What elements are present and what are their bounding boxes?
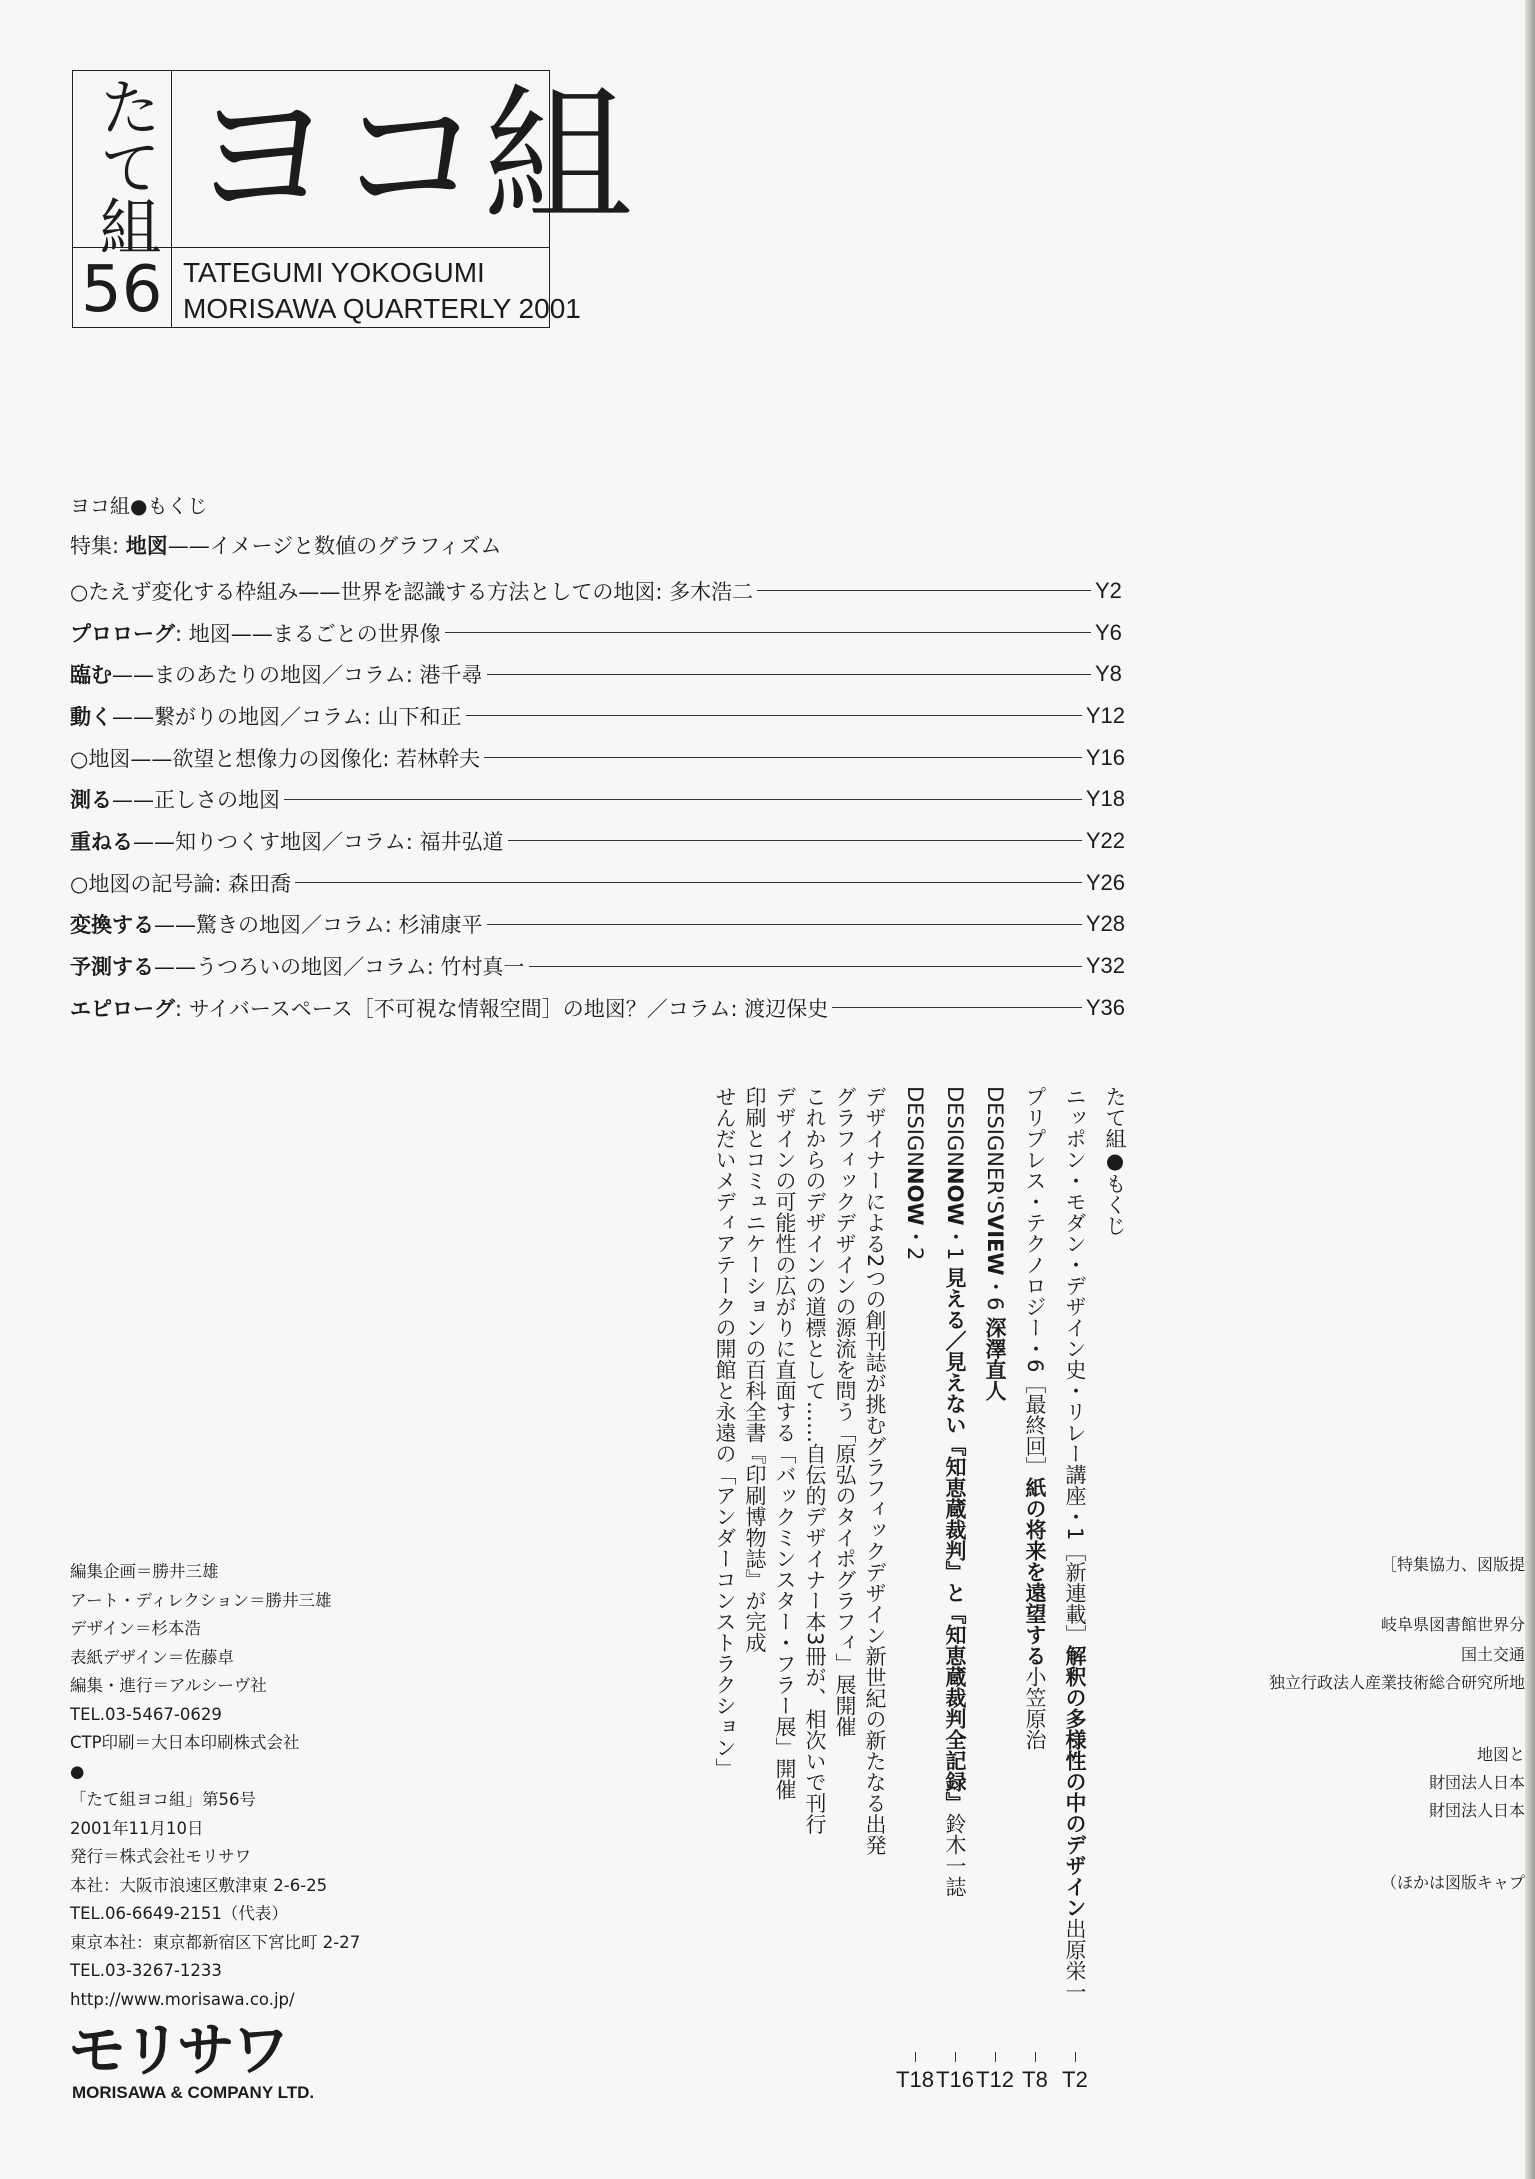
colophon-line: 2001年11月10日 (70, 1818, 204, 1838)
toc-row (70, 945, 1125, 987)
entry-bold: VIEW (983, 1213, 1007, 1276)
toc-row-text: ——驚きの地図／コラム: 杉浦康平 (154, 913, 483, 938)
entry-author: 鈴木一誌 (943, 1812, 967, 1897)
toc-row-text: ——知りつくす地図／コラム: 福井弘道 (133, 829, 504, 854)
entry-pre: DESIGN (903, 1086, 927, 1167)
toc-tate-news-item (830, 1086, 860, 2086)
news-text: 印刷とコミュニケーションの百科全書『印刷博物誌』が完成 (743, 1086, 767, 1653)
masthead (72, 70, 632, 328)
entry-author: 小笠原治 (1023, 1666, 1047, 1751)
toc-tate-leader (1035, 2052, 1036, 2062)
credit-line: 独立行政法人産業技術総合研究所地 (1268, 1673, 1525, 1692)
toc-page-number: Y26 (1085, 869, 1125, 895)
morisawa-logo: モリサワ (68, 2016, 287, 2084)
toc-leader-line (284, 799, 1082, 800)
entry-pre: プリプレス・テクノロジー・6［最終回］ (1023, 1086, 1047, 1478)
colophon-line: 「たて組ヨコ組」第56号 (70, 1790, 256, 1809)
toc-row-bold: 重ねる (70, 829, 133, 854)
credit-line: ［特集協力、図版提 (1380, 1555, 1525, 1574)
toc-page-number: Y36 (1085, 994, 1125, 1020)
entry-pre: DESIGN (943, 1086, 967, 1167)
colophon (70, 1558, 360, 2014)
credits-block (1215, 1552, 1525, 1952)
toc-page-number: Y12 (1085, 702, 1125, 728)
entry-pre: ニッポン・モダン・デザイン史・リレー講座・1［新連載］ (1063, 1086, 1087, 1646)
news-text: デザイナーによる2つの創刊誌が挑むグラフィックデザイン新世紀の新たなる出発 (863, 1086, 887, 1856)
colophon-line: アート・ディレクション＝勝井三雄 (70, 1590, 332, 1610)
toc-page-number: Y28 (1085, 911, 1125, 937)
toc-row-text: ○たえず変化する枠組み——世界を認識する方法としての地図: 多木浩二 (70, 579, 754, 604)
masthead-english (183, 255, 581, 327)
toc-tate-entry (1020, 1086, 1050, 2086)
toc-page-number: Y2 (1095, 577, 1122, 603)
toc-row-bold: 変換する (70, 913, 154, 938)
toc-page-number: Y8 (1095, 661, 1122, 687)
toc-page-number: Y22 (1085, 827, 1125, 853)
toc-row (70, 987, 1125, 1029)
toc-tate-entry (980, 1086, 1010, 2086)
toc-yoko-header: ヨコ組●もくじ (70, 494, 208, 518)
toc-row (70, 695, 1125, 737)
page-edge-shadow (1525, 0, 1535, 2179)
toc-tate-news-item (860, 1086, 890, 2086)
entry-mid: ・6 (983, 1275, 1007, 1317)
toc-yoko-list (70, 570, 1125, 1029)
colophon-line: 発行＝株式会社モリサワ (70, 1847, 252, 1866)
toc-leader-line (487, 674, 1091, 675)
toc-leader-line (757, 590, 1091, 591)
entry-mid: ・1 (943, 1225, 967, 1267)
news-text: グラフィックデザインの源流を問う「原弘のタイポグラフィ」展開催 (833, 1086, 857, 1737)
masthead-title-en: TATEGUMI YOKOGUMI (183, 257, 485, 288)
masthead-subtitle-en: MORISAWA QUARTERLY 2001 (183, 293, 581, 324)
toc-tate-entry (940, 1086, 970, 2086)
toc-row-text: ——うつろいの地図／コラム: 竹村真一 (154, 955, 525, 980)
news-text: せんだいメディアテークの開館と永遠の「アンダーコンストラクション」 (713, 1086, 737, 1779)
toc-row-text: ——繋がりの地図／コラム: 山下和正 (112, 704, 462, 729)
credit-line: （ほかは図版キャプ (1380, 1873, 1525, 1892)
colophon-line: ● (70, 1761, 85, 1781)
toc-row-bold: 動く (70, 704, 112, 729)
toc-tate-page: T12 (976, 2067, 1014, 2092)
colophon-line: CTP印刷＝大日本印刷株式会社 (70, 1733, 300, 1752)
toc-row (70, 778, 1125, 820)
toc-tate-page: T8 (1022, 2067, 1048, 2092)
toc-leader-line (466, 715, 1082, 716)
toc-leader-line (529, 966, 1082, 967)
toc-row (70, 737, 1125, 779)
toc-tate-page: T16 (936, 2067, 974, 2092)
toc-tate-news-item (710, 1086, 740, 2086)
toc-leader-line (445, 632, 1091, 633)
toc-leader-line (832, 1007, 1082, 1008)
toc-tate-news-item (770, 1086, 800, 2086)
toc-row (70, 653, 1125, 695)
toc-row-text: ○地図の記号論: 森田喬 (70, 871, 292, 896)
feature-rest: ——イメージと数値のグラフィズム (167, 534, 502, 558)
toc-page-number: Y6 (1095, 619, 1122, 645)
toc-leader-line (295, 882, 1082, 883)
company-name-en: MORISAWA & COMPANY LTD. (72, 2083, 315, 2102)
news-text: デザインの可能性の広がりに直面する「バックミンスター・フラー展」開催 (773, 1086, 797, 1800)
toc-row-text: : サイバースペース［不可視な情報空間］の地図？／コラム: 渡辺保史 (175, 996, 829, 1021)
toc-row (70, 570, 1125, 612)
toc-feature-title (70, 530, 501, 560)
masthead-divider-vertical (171, 71, 172, 327)
colophon-line: 表紙デザイン＝佐藤卓 (70, 1647, 234, 1667)
toc-tate-header: たて組●もくじ (1103, 1086, 1127, 1236)
colophon-line: TEL.03-5467-0629 (70, 1704, 222, 1724)
credit-line: 財団法人日本 (1428, 1773, 1525, 1792)
toc-page-number: Y16 (1085, 744, 1125, 770)
toc-tate-leader (915, 2052, 916, 2062)
toc-row-bold: 予測する (70, 955, 154, 980)
toc-tate-entry (900, 1086, 930, 2086)
colophon-line[interactable]: http://www.morisawa.co.jp/ (70, 1989, 295, 2009)
toc-tate-leader (1075, 2052, 1076, 2062)
entry-mid: ・2 (903, 1225, 927, 1260)
masthead-tate-title: たて組 (89, 75, 162, 255)
credit-line: 国土交通 (1460, 1645, 1525, 1664)
entry-bold: 解釈の多様性の中のデザイン (1063, 1645, 1087, 1919)
entry-author: 出原栄一 (1063, 1918, 1087, 2003)
toc-row-bold: プロローグ (70, 621, 175, 646)
toc-tate-news-item (800, 1086, 830, 2086)
toc-page-number: Y18 (1085, 786, 1125, 812)
entry-bold: NOW (943, 1166, 967, 1226)
colophon-line: 編集企画＝勝井三雄 (70, 1562, 219, 1581)
entry-pre: DESIGNER'S (983, 1086, 1007, 1214)
news-text: これからのデザインの道標として……自伝的デザイナー本3冊が、相次いで刊行 (803, 1086, 827, 1835)
toc-tate-leader (955, 2052, 956, 2062)
masthead-yoko-title: ヨコ組 (187, 71, 632, 245)
toc-tate-page: T18 (896, 2067, 934, 2092)
colophon-line: 本社：大阪市浪速区敷津東 2-6-25 (70, 1875, 328, 1895)
toc-tate-leader (995, 2052, 996, 2062)
entry-bold: 紙の将来を遠望する (1023, 1477, 1047, 1667)
toc-leader-line (508, 840, 1082, 841)
colophon-line: 編集・進行＝アルシーヴ社 (70, 1676, 267, 1695)
toc-row-text: ○地図——欲望と想像力の図像化: 若林幹夫 (70, 746, 481, 771)
entry-bold2: 深澤直人 (983, 1316, 1007, 1401)
colophon-line: 東京本社：東京都新宿区下宮比町 2-27 (70, 1932, 361, 1952)
credit-line: 財団法人日本 (1428, 1801, 1525, 1820)
toc-tate-news-item (740, 1086, 770, 2086)
toc-leader-line (487, 924, 1082, 925)
toc-row-text: : 地図——まるごとの世界像 (175, 621, 441, 646)
toc-row-bold: エピローグ (70, 996, 175, 1021)
entry-bold: NOW (903, 1166, 927, 1226)
toc-page-number: Y32 (1085, 953, 1125, 979)
toc-leader-line (484, 757, 1082, 758)
credit-line: 地図と (1476, 1745, 1525, 1764)
toc-tate-header-col (1100, 1086, 1130, 2086)
toc-row-text: ——正しさの地図 (112, 788, 280, 813)
toc-row-text: ——まのあたりの地図／コラム: 港千尋 (112, 663, 483, 688)
issue-number: 56 (81, 253, 163, 327)
colophon-line: TEL.06-6649-2151（代表） (70, 1904, 288, 1923)
toc-row (70, 904, 1125, 946)
toc-tate-page: T2 (1062, 2067, 1088, 2092)
colophon-line: デザイン＝杉本浩 (70, 1619, 201, 1638)
entry-bold2: 見える／見えない『知恵蔵裁判』と『知恵蔵裁判全記録』 (943, 1266, 967, 1813)
toc-row (70, 862, 1125, 904)
colophon-line: TEL.03-3267-1233 (70, 1961, 222, 1980)
feature-bold: 地図 (125, 534, 168, 558)
toc-row (70, 612, 1125, 654)
toc-row-bold: 測る (70, 788, 112, 813)
toc-row-bold: 臨む (70, 663, 112, 688)
feature-prefix: 特集: (70, 534, 126, 558)
toc-tate-entry (1060, 1086, 1090, 2086)
credit-line: 岐阜県図書館世界分 (1380, 1615, 1525, 1634)
toc-row (70, 820, 1125, 862)
